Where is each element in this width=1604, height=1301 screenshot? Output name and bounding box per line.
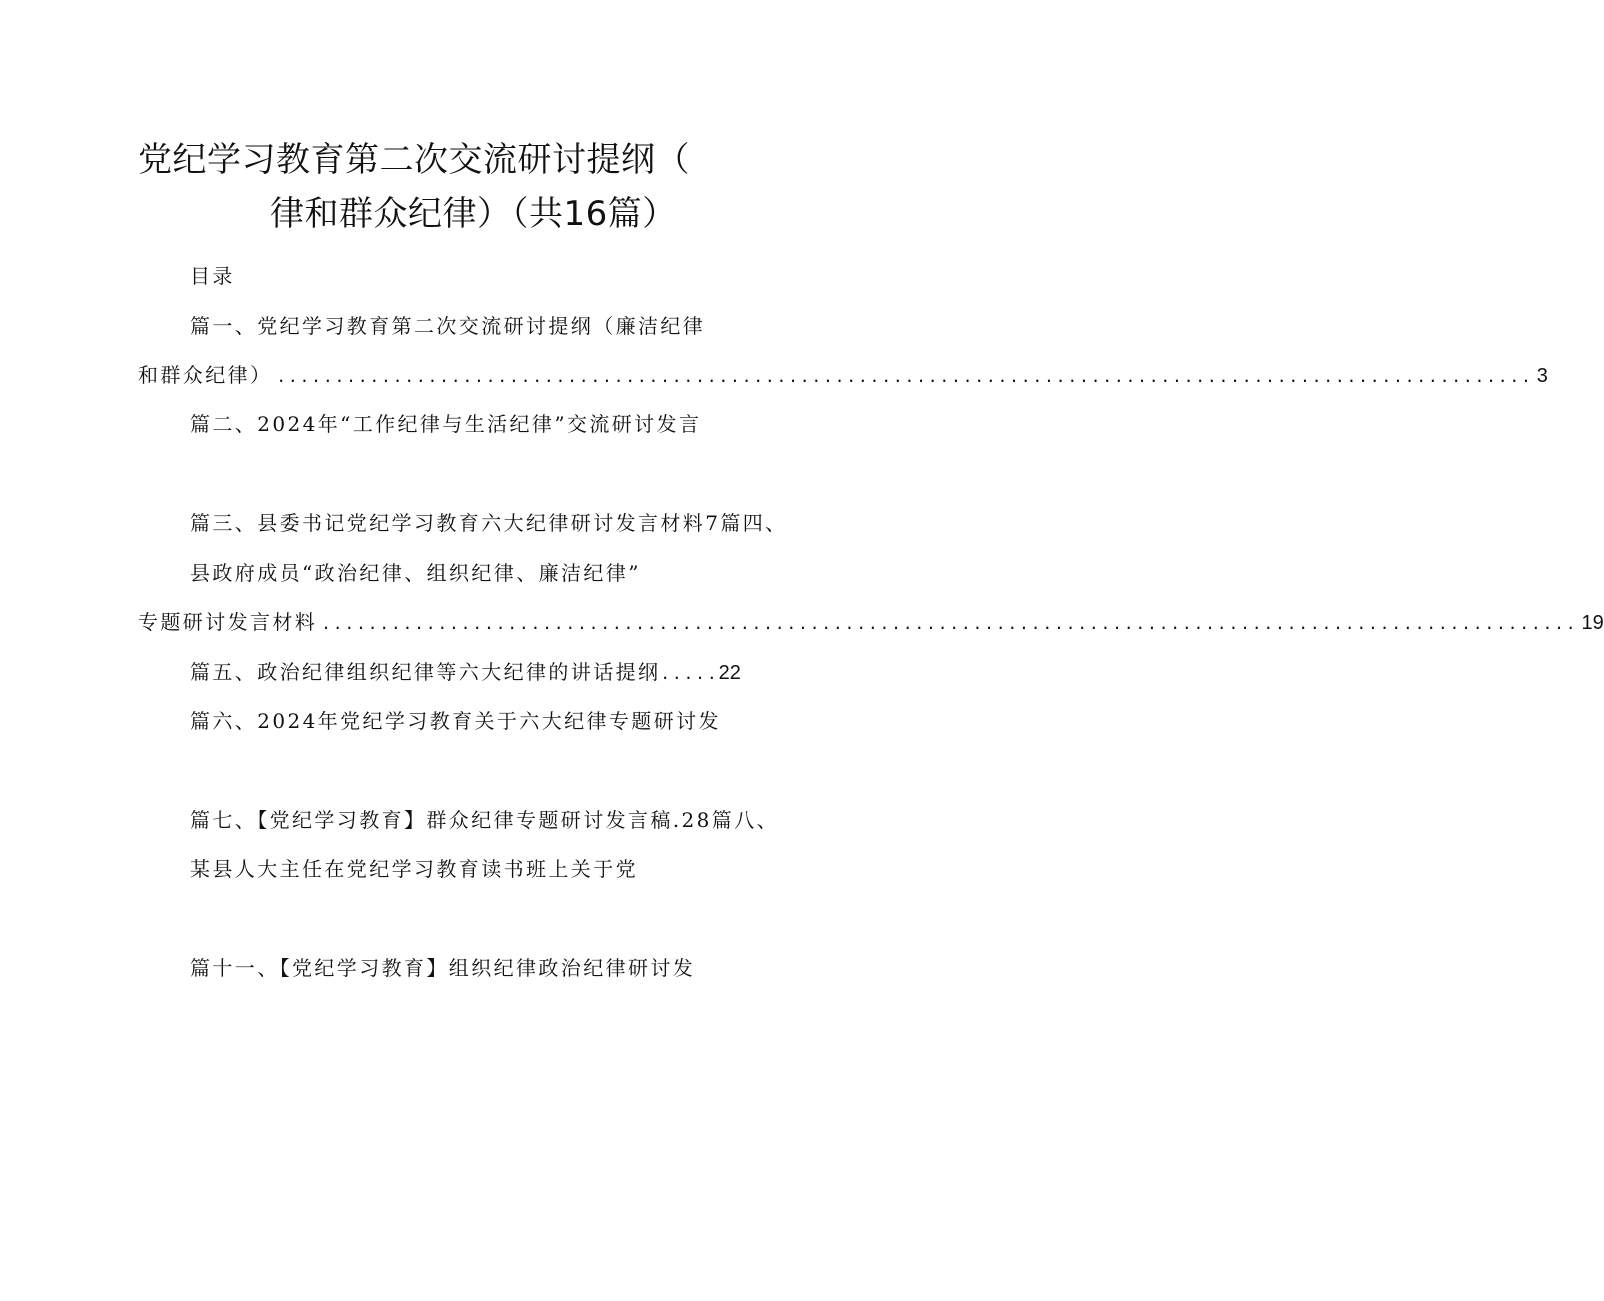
toc-item-7-line-1[interactable]: 篇七、【党纪学习教育】群众纪律专题研讨发言稿.28篇八、	[190, 808, 780, 832]
toc-item-6[interactable]: 篇六、2024年党纪学习教育关于六大纪律专题研讨发	[190, 709, 721, 733]
toc-item-5-page: 22	[718, 662, 741, 684]
toc-item-1-page: 3	[1536, 365, 1548, 387]
toc-item-2[interactable]: 篇二、2024年“工作纪律与生活纪律”交流研讨发言	[190, 412, 702, 436]
toc-item-11[interactable]: 篇十一、【党纪学习教育】组织纪律政治纪律研讨发	[190, 956, 696, 980]
toc-heading: 目录	[190, 264, 235, 288]
toc-item-3-line-3: 专题研讨发言材料	[138, 610, 318, 634]
toc-item-1-line-1: 篇一、党纪学习教育第二次交流研讨提纲（廉洁纪律	[190, 314, 706, 338]
toc-item-5-entry[interactable]	[190, 659, 741, 687]
toc-item-7-line-2: 某县人大主任在党纪学习教育读书班上关于党	[190, 857, 638, 881]
document-title-line-2: 律和群众纪律）（共16篇）	[270, 194, 677, 234]
toc-item-3-line-2: 县政府成员“政治纪律、组织纪律、廉洁纪律”	[190, 561, 641, 585]
toc-item-3-entry[interactable]	[138, 609, 1604, 637]
toc-item-3-page: 19	[1581, 612, 1604, 634]
toc-dot-leader: ............................................................................................................	[276, 367, 1533, 386]
toc-dot-leader: ............................................................................................................	[321, 614, 1578, 633]
toc-item-3-line-1[interactable]: 篇三、县委书记党纪学习教育六大纪律研讨发言材料7篇四、	[190, 511, 788, 535]
document-title-line-1: 党纪学习教育第二次交流研讨提纲（	[138, 140, 690, 180]
toc-item-5-dots: .....	[660, 664, 719, 683]
toc-item-1-entry[interactable]	[138, 362, 1548, 390]
toc-item-5-text: 篇五、政治纪律组织纪律等六大纪律的讲话提纲	[190, 660, 661, 684]
toc-item-1-line-2: 和群众纪律）	[138, 363, 273, 387]
